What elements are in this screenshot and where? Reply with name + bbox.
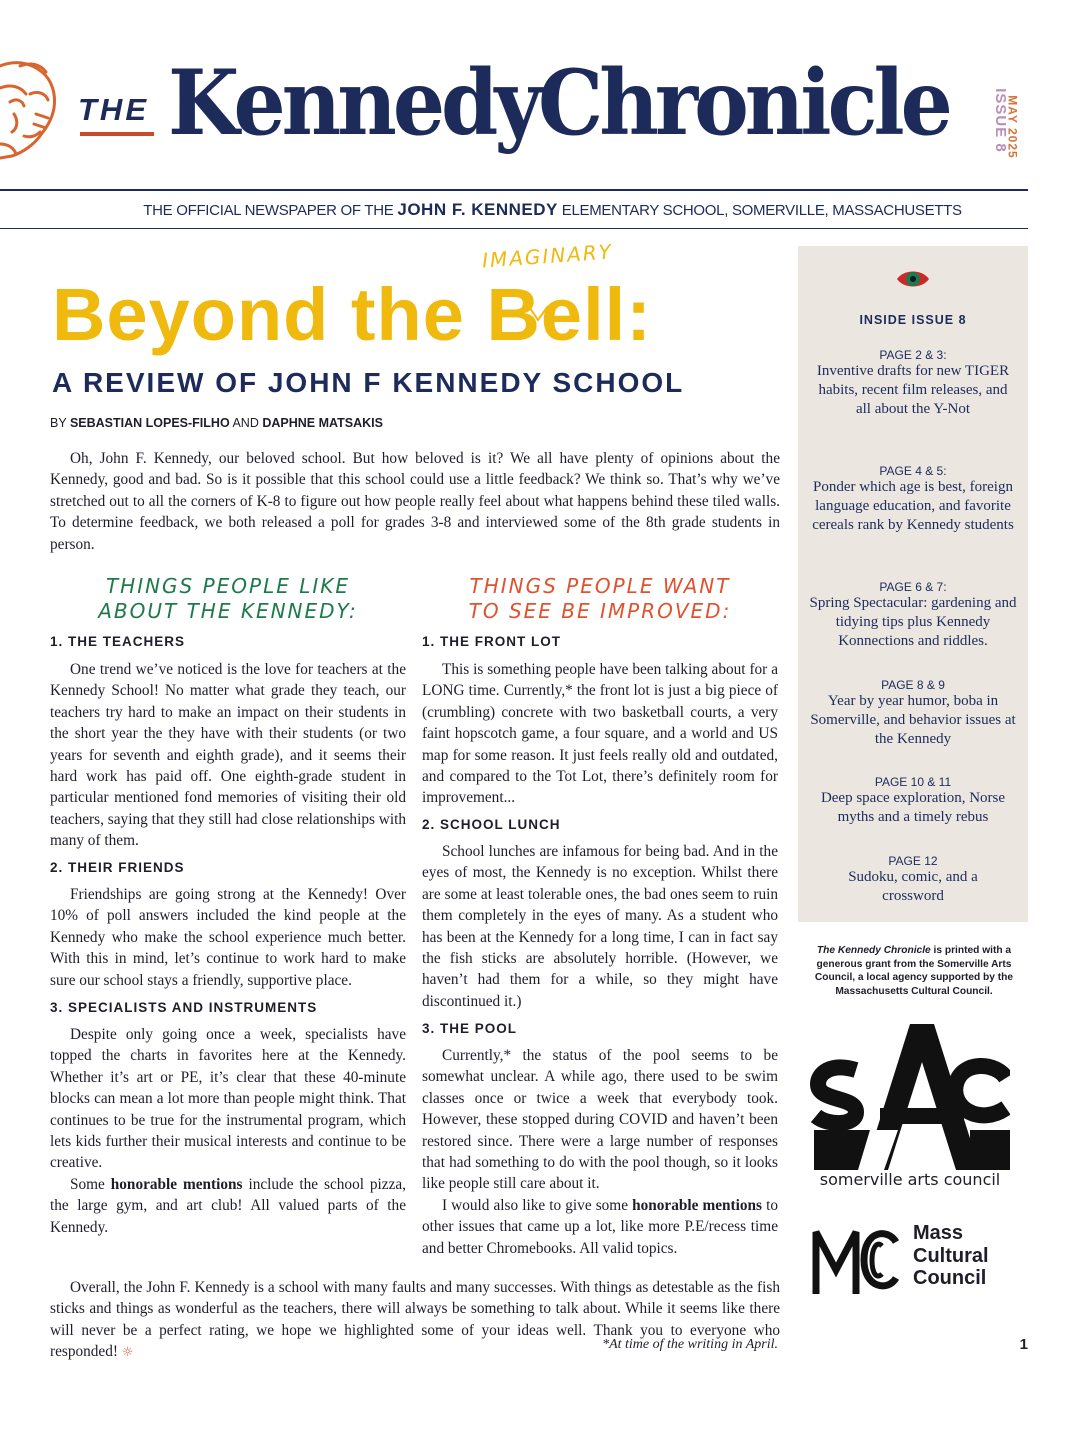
grant-notice xyxy=(805,944,1023,998)
issue-date: MAY 2025 xyxy=(1005,95,1020,159)
tagline-school-name: JOHN F. KENNEDY xyxy=(397,200,558,219)
sidebar-item-label: PAGE 4 & 5: xyxy=(879,464,947,478)
sidebar-item-text: Sudoku, comic, and a crossword xyxy=(848,869,978,904)
mcc-line-3: Council xyxy=(913,1267,987,1289)
sidebar-item-label: PAGE 2 & 3: xyxy=(879,348,947,362)
grant-publication-name: The Kennedy Chronicle xyxy=(816,945,931,956)
issue-number: ISSUE 8 xyxy=(991,88,1009,153)
sidebar-item-label: PAGE 12 xyxy=(888,854,938,868)
footnote: *At time of the writing in April. xyxy=(602,1337,778,1352)
like-section-1-text: One trend we’ve noticed is the love for teachers at the Kennedy School! No matter what grade they teach, our teachers try hard to make an impact on their students in the short year the they have with their students (or two years for seventh and eighth grade), and it seems their hard work has paid off. One eighth-grade student in particular mentioned fond memories of visiting their old teachers, saying that they still had close relationships with many of them. xyxy=(50,661,406,850)
grant-text: is printed with a generous grant from the Somerville Arts Council, a local agency supported by the Massachusetts Cultural Council. xyxy=(814,945,1014,997)
mass-cultural-council-logo-icon xyxy=(812,1222,904,1298)
article-byline xyxy=(50,416,383,430)
page-number: 1 xyxy=(1019,1336,1028,1353)
masthead-title: KennedyChronicle xyxy=(168,50,949,156)
sidebar-item-label: PAGE 8 & 9 xyxy=(881,678,945,692)
like-mentions-post: include the school pizza, the large gym, and art club! All valued parts of the Kennedy. xyxy=(50,1176,406,1236)
like-section-3-title: 3. SPECIALISTS AND INSTRUMENTS xyxy=(50,1000,318,1015)
sac-name: somerville arts council xyxy=(819,1170,1001,1189)
want-section-1-title: 1. THE FRONT LOT xyxy=(422,634,561,649)
want-section-2-title: 2. SCHOOL LUNCH xyxy=(422,817,561,832)
mcc-line-2: Cultural xyxy=(913,1244,989,1267)
like-section-1-title: 1. THE TEACHERS xyxy=(50,634,186,649)
article-headline: Beyond the Bell: xyxy=(52,273,652,356)
like-heading-line2: ABOUT THE KENNEDY: xyxy=(98,599,358,623)
want-section-1-text: This is something people have been talking about for a LONG time. Currently,* the front lot is just a big piece of (crumbling) concrete with two basketball courts, a very faint hopscotch game, a four square, and a world and US map for some reason. It just feels really old and outdated, and compared to the Tot Lot, there’s definitely room for improvement... xyxy=(422,661,778,807)
sidebar-heading: INSIDE ISSUE 8 xyxy=(859,313,967,327)
want-mentions-bold: honorable mentions xyxy=(632,1197,762,1214)
sidebar-item xyxy=(806,464,1020,535)
sidebar-item-text: Spring Spectacular: gardening and tidying tips plus Kennedy Konnections and riddles. xyxy=(809,595,1017,649)
like-section-2-text: Friendships are going strong at the Kennedy! Over 10% of poll answers included the kind people at the Kennedy who make the school experience much better. With this in mind, let’s continue to work hard to make sure our school stays a friendly, supportive place. xyxy=(50,886,406,989)
like-section-3-text-2 xyxy=(50,1174,406,1238)
like-column-heading xyxy=(50,574,406,624)
want-section-3-text: Currently,* the status of the pool seems to be somewhat unclear. A while ago, there used to be swim classes once or twice a week that everybody took. However, these stopped during COVID and haven’t been restored since. There were a large number of responses that had something to do with the pool though, so it looks like people still care about it. xyxy=(422,1047,778,1193)
sidebar-item-text: Ponder which age is best, foreign language education, and favorite cereals rank by Kennedy students xyxy=(812,479,1014,533)
like-heading-line1: THINGS PEOPLE LIKE xyxy=(105,574,351,598)
sun-end-icon: ☼ xyxy=(121,1345,134,1361)
sidebar-item xyxy=(806,580,1020,651)
want-section-3-text-2 xyxy=(422,1195,778,1259)
want-column-heading xyxy=(422,574,778,624)
byline-by: BY xyxy=(50,416,67,430)
headline-insert: IMAGINARY xyxy=(481,239,614,273)
byline-author-1: SEBASTIAN LOPES-FILHO xyxy=(69,416,230,430)
want-mentions-pre: I would also like to give some xyxy=(442,1197,628,1214)
like-section-3-text: Despite only going once a week, specialists have topped the charts in favorites here at the Kennedy. Whether it’s art or PE, it’s clear that these 40-minute blocks can mean a lot more than people might think. That continues to be true for the instrumental program, which lets kids further their musical interests and continue to be creative. xyxy=(50,1026,406,1172)
like-mentions-bold: honorable mentions xyxy=(110,1176,243,1193)
like-section-2-title: 2. THEIR FRIENDS xyxy=(50,860,185,875)
want-mentions-post: to other issues that came up a lot, like more P.E/recess time and better Chromebooks. All valid topics. xyxy=(422,1197,778,1257)
outro-text: Overall, the John F. Kennedy is a school with many faults and many successes. With things as detestable as the fish sticks and things as wonderful as the teachers, there will always be something to talk about. While it seems like there will never be a perfect rating, we hope we highlighted some of your ideas well. Thank you to everyone who responded! xyxy=(50,1279,780,1361)
sidebar-item-text: Deep space exploration, Norse myths and a timely rebus xyxy=(820,790,1006,825)
sidebar-item-label: PAGE 10 & 11 xyxy=(874,775,952,789)
sidebar-item-label: PAGE 6 & 7: xyxy=(879,580,947,594)
like-mentions-pre: Some xyxy=(70,1176,105,1193)
masthead-tagline xyxy=(0,200,1077,220)
tagline-post: ELEMENTARY SCHOOL, SOMERVILLE, MASSACHUSETTS xyxy=(561,202,962,219)
masthead-underline xyxy=(80,132,154,136)
byline-and: AND xyxy=(232,416,259,430)
byline-author-2: DAPHNE MATSAKIS xyxy=(262,416,383,430)
somerville-arts-council-logo xyxy=(810,1022,1010,1172)
sidebar-item xyxy=(806,678,1020,749)
want-heading-line1: THINGS PEOPLE WANT xyxy=(469,574,731,598)
sidebar-item-text: Year by year humor, boba in Somerville, and behavior issues at the Kennedy xyxy=(810,693,1016,747)
want-section-3-title: 3. THE POOL xyxy=(422,1021,518,1036)
want-section-2-text: School lunches are infamous for being bad. And in the eyes of most, the Kennedy is no exception. Whilst there are some at least tolerable ones, the bad ones seem to ruin them completely in the eyes of many. As a student who has been at the Kennedy for a long time, I can in fact say the fish sticks are absolutely horrible. (However, we haven’t had them for a while, so they might have discontinued it.) xyxy=(422,843,778,1010)
masthead-rule-bottom xyxy=(0,228,1028,229)
want-heading-line2: TO SEE BE IMPROVED: xyxy=(468,599,732,623)
sidebar-item xyxy=(806,348,1020,419)
article-intro: Oh, John F. Kennedy, our beloved school. But how beloved is it? We all have plenty of opinions about the Kennedy, good and bad. So is it possible that this school could use a little feedback? We think so. That’s why we’ve stretched out to all the corners of K-8 to figure out how people really feel about what happens behind these tiled walls. To determine feedback, we both released a poll for grades 3-8 and interviewed some of the 8th grade students in person. xyxy=(50,450,780,553)
masthead-the: THE xyxy=(78,92,149,127)
tiger-logo-icon xyxy=(0,58,80,162)
issue-badge xyxy=(991,80,1024,170)
tagline-pre: THE OFFICIAL NEWSPAPER OF THE xyxy=(143,202,394,219)
article-subtitle: A REVIEW OF JOHN F KENNEDY SCHOOL xyxy=(52,367,685,398)
mcc-name xyxy=(913,1222,989,1290)
sidebar-item xyxy=(806,775,1020,827)
mcc-line-1: Mass xyxy=(913,1222,964,1244)
eye-icon xyxy=(896,268,930,290)
sidebar-item-text: Inventive drafts for new TIGER habits, recent film releases, and all about the Y-Not xyxy=(816,363,1010,417)
sidebar-item xyxy=(806,854,1020,906)
masthead-rule-top xyxy=(0,189,1028,191)
